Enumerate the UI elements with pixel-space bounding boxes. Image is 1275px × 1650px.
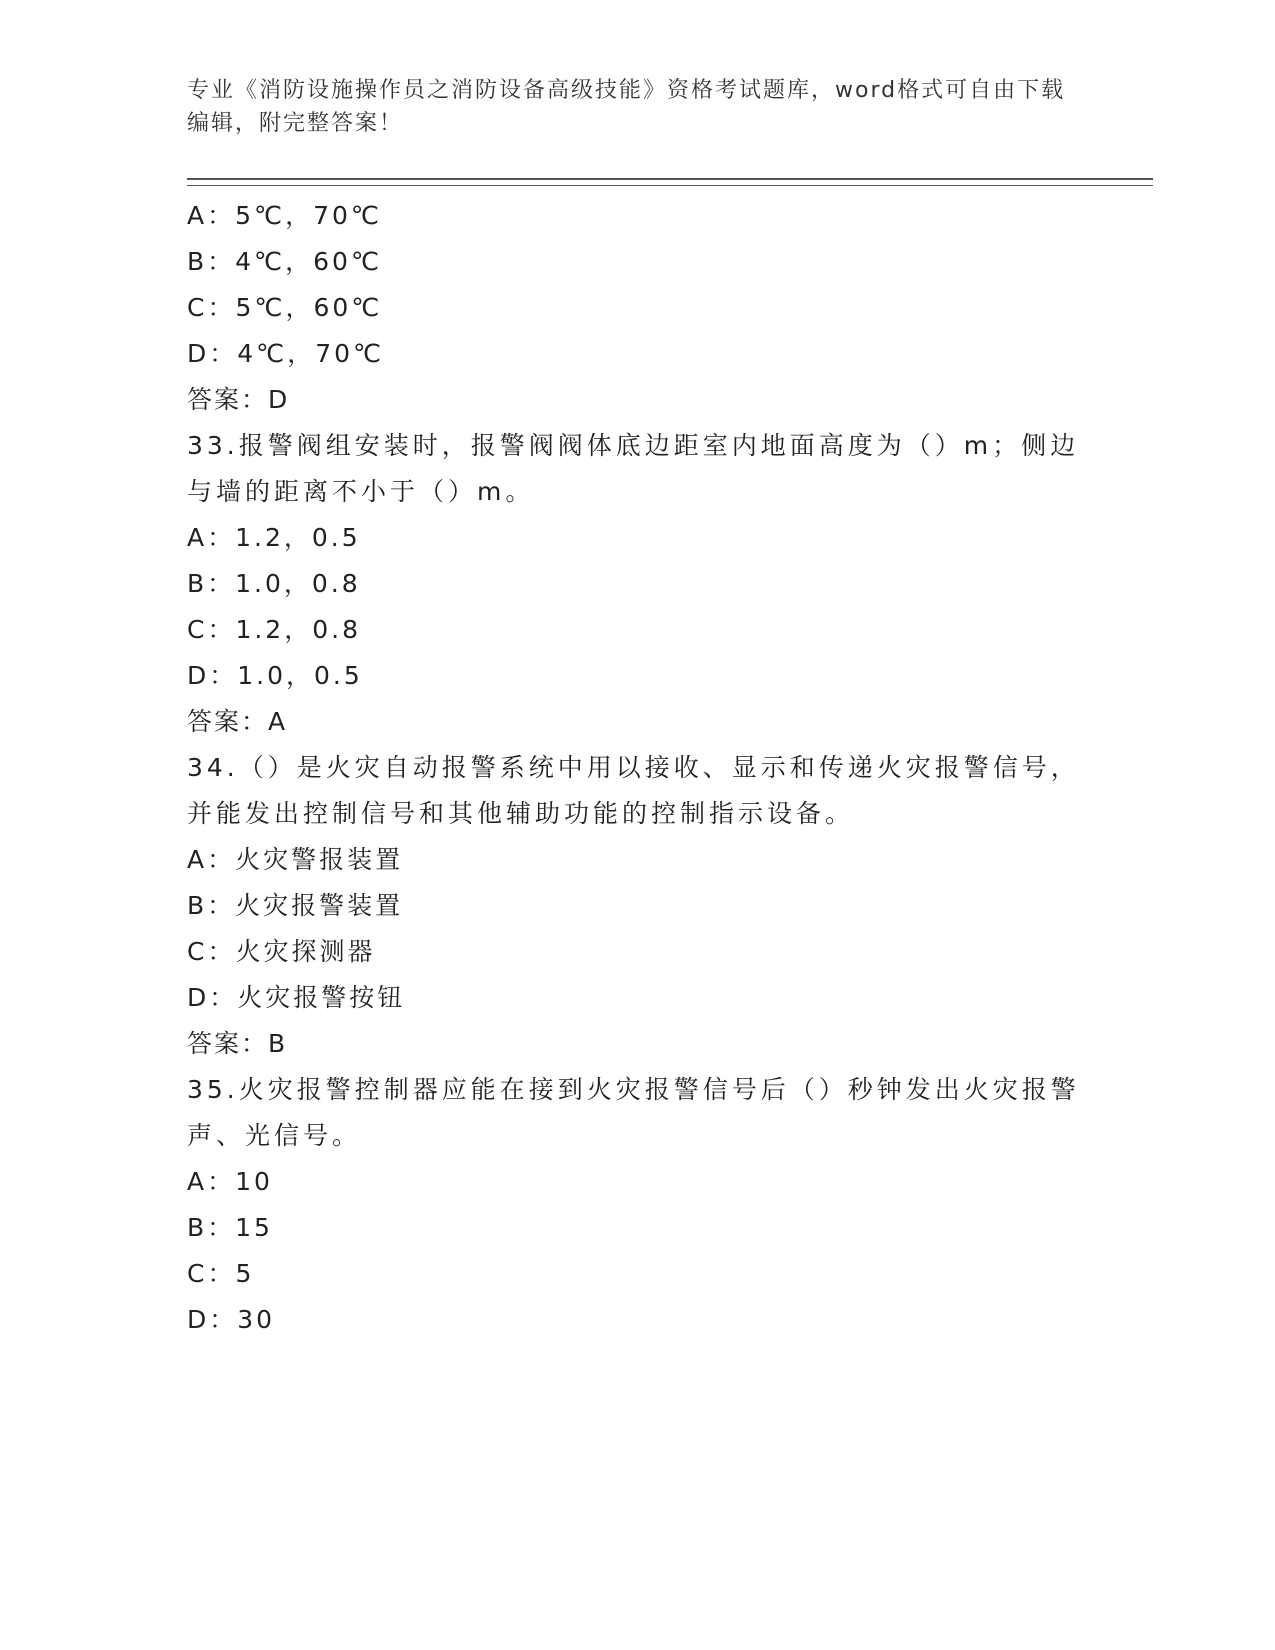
option-d: D：4℃，70℃ — [187, 339, 385, 368]
question-list — [187, 193, 1087, 1343]
question-34 — [187, 745, 1087, 1067]
question-stem: 34.（）是火灾自动报警系统中用以接收、显示和传递火灾报警信号，并能发出控制信号和其他辅助功能的控制指示设备。 — [187, 753, 1080, 828]
option-a: A：1.2，0.5 — [187, 523, 361, 552]
question-stem: 33.报警阀组安装时，报警阀阀体底边距室内地面高度为（）m；侧边与墙的距离不小于（）m。 — [187, 431, 1080, 506]
answer-label: 答案：D — [187, 385, 290, 414]
option-d: D：1.0，0.5 — [187, 661, 363, 690]
option-c: C：1.2，0.8 — [187, 615, 361, 644]
option-a: A：10 — [187, 1167, 273, 1196]
option-d: D：30 — [187, 1305, 276, 1334]
page-header: 专业《消防设施操作员之消防设备高级技能》资格考试题库，word格式可自由下载编辑，附完整答案！ — [187, 78, 1066, 136]
answer-label: 答案：A — [187, 707, 288, 736]
question-stem: 35.火灾报警控制器应能在接到火灾报警信号后（）秒钟发出火灾报警声、光信号。 — [187, 1075, 1080, 1150]
question-32 — [187, 193, 1087, 423]
header-divider — [187, 178, 1153, 186]
option-b: B：4℃，60℃ — [187, 247, 383, 276]
option-c: C：火灾探测器 — [187, 937, 376, 966]
question-33 — [187, 423, 1087, 745]
option-c: C：5 — [187, 1259, 255, 1288]
option-c: C：5℃，60℃ — [187, 293, 383, 322]
option-b: B：火灾报警装置 — [187, 891, 404, 920]
answer-label: 答案：B — [187, 1029, 288, 1058]
option-b: B：15 — [187, 1213, 273, 1242]
option-d: D：火灾报警按钮 — [187, 983, 406, 1012]
option-a: A：火灾警报装置 — [187, 845, 404, 874]
option-b: B：1.0，0.8 — [187, 569, 361, 598]
question-35 — [187, 1067, 1087, 1343]
option-a: A：5℃，70℃ — [187, 201, 382, 230]
